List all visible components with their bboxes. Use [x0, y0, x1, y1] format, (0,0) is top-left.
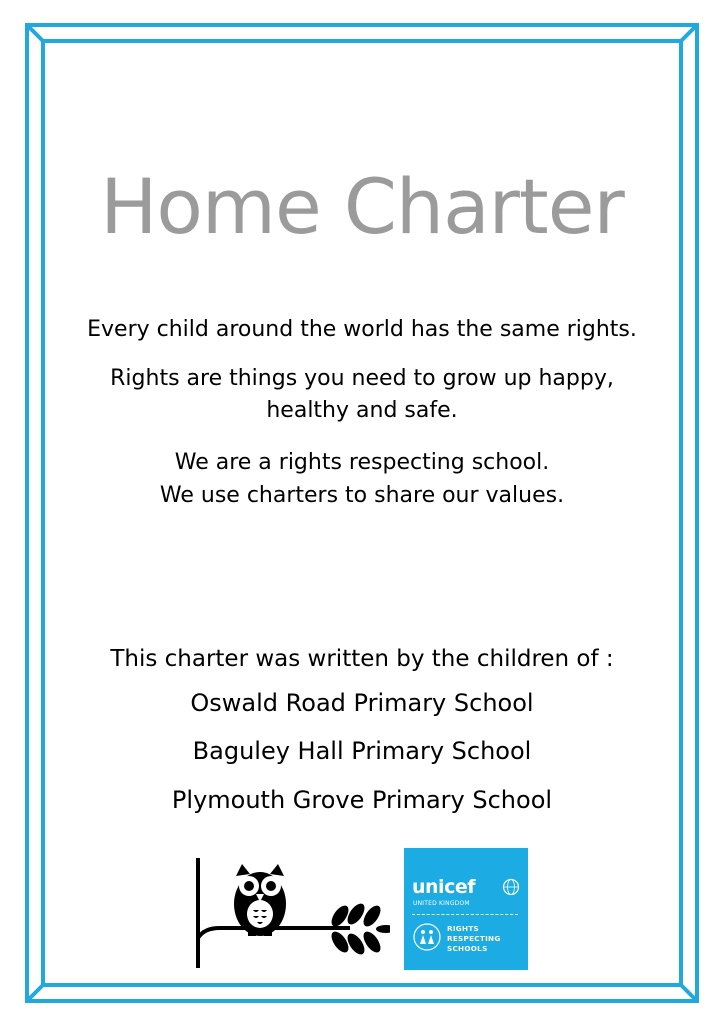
- school-name-2: Baguley Hall Primary School: [192, 737, 532, 765]
- intro-line-1: Every child around the world has the same rights.: [87, 317, 637, 342]
- written-by-line: This charter was written by the children of :: [110, 646, 614, 672]
- rrs-label: [447, 924, 501, 954]
- school-name-3: Plymouth Grove Primary School: [171, 786, 553, 814]
- logo-divider: [412, 914, 518, 915]
- children-circle-icon: [412, 922, 442, 952]
- intro-line-5: We use charters to share our values.: [159, 483, 565, 508]
- unicef-country: UNITED KINGDOM: [413, 900, 470, 907]
- unicef-rrs-logo: [404, 848, 528, 970]
- rrs-line-2: RESPECTING: [447, 934, 501, 943]
- unicef-wordmark: unicef: [412, 876, 475, 898]
- rrs-line-1: RIGHTS: [447, 924, 480, 933]
- intro-line-3: healthy and safe.: [266, 398, 458, 423]
- page-title: Home Charter: [100, 162, 624, 251]
- intro-line-4: We are a rights respecting school.: [174, 450, 550, 475]
- owl-on-branch-icon: [190, 858, 390, 970]
- intro-line-2: Rights are things you need to grow up happy,: [110, 366, 614, 391]
- school-name-1: Oswald Road Primary School: [190, 689, 534, 717]
- globe-icon: [502, 878, 520, 896]
- rrs-line-3: SCHOOLS: [447, 944, 488, 953]
